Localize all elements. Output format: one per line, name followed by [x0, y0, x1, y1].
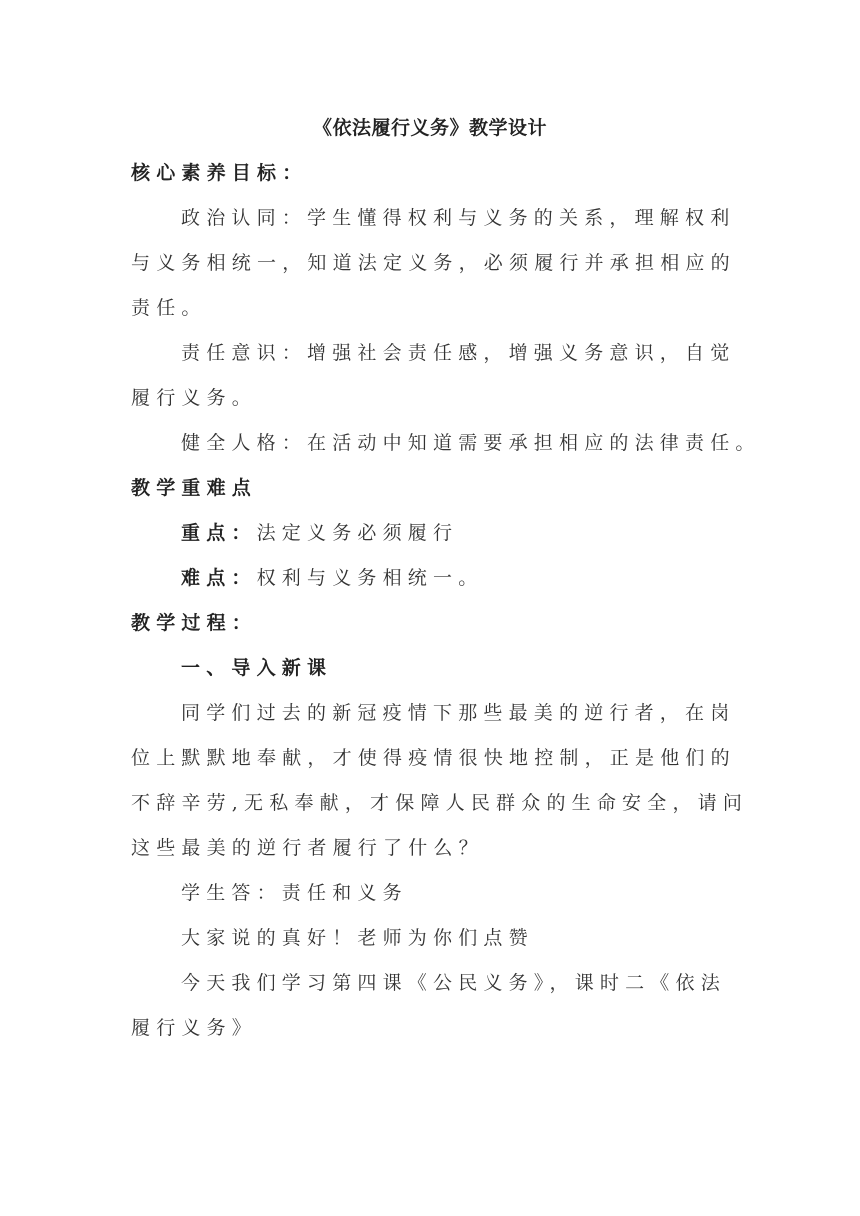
- goal-political-line-1: 政治认同：学生懂得权利与义务的关系，理解权利: [181, 207, 736, 229]
- difficult-point-text: 权利与义务相统一。: [256, 567, 484, 589]
- intro-paragraph-line-2: 位上默默地奉献，才使得疫情很快地控制，正是他们的: [131, 747, 736, 769]
- intro-paragraph-line-3: 不辞辛劳,无私奉献，才保障人民群众的生命安全，请问: [131, 792, 749, 814]
- student-answer: 学生答：责任和义务: [181, 882, 408, 904]
- lesson-intro-line-1: 今天我们学习第四课《公民义务》，课时二《依法: [181, 972, 726, 994]
- difficult-point-label: 难点：: [181, 567, 257, 589]
- key-point-label: 重点：: [181, 522, 257, 544]
- goal-personality: 健全人格：在活动中知道需要承担相应的法律责任。: [181, 432, 761, 454]
- intro-paragraph-line-4: 这些最美的逆行者履行了什么？: [131, 837, 484, 859]
- section-one-heading: 一、导入新课: [181, 657, 333, 679]
- core-goals-heading: 核心素养目标：: [131, 162, 308, 184]
- goal-political-line-3: 责任。: [131, 297, 207, 319]
- teacher-praise: 大家说的真好！老师为你们点赞: [181, 927, 534, 949]
- goal-political-line-2: 与义务相统一，知道法定义务，必须履行并承担相应的: [131, 252, 736, 274]
- key-point: [181, 521, 781, 545]
- key-point-text: 法定义务必须履行: [256, 522, 459, 544]
- intro-paragraph-line-1: 同学们过去的新冠疫情下那些最美的逆行者，在岗: [181, 702, 736, 724]
- difficult-point: [181, 566, 781, 590]
- document-title: 《依法履行义务》教学设计: [312, 117, 547, 139]
- lesson-intro-line-2: 履行义务》: [131, 1017, 258, 1039]
- goal-responsibility-line-2: 履行义务。: [131, 387, 258, 409]
- goal-responsibility-line-1: 责任意识：增强社会责任感，增强义务意识，自觉: [181, 342, 736, 364]
- key-points-heading: 教学重难点: [131, 477, 258, 499]
- process-heading: 教学过程：: [131, 612, 258, 634]
